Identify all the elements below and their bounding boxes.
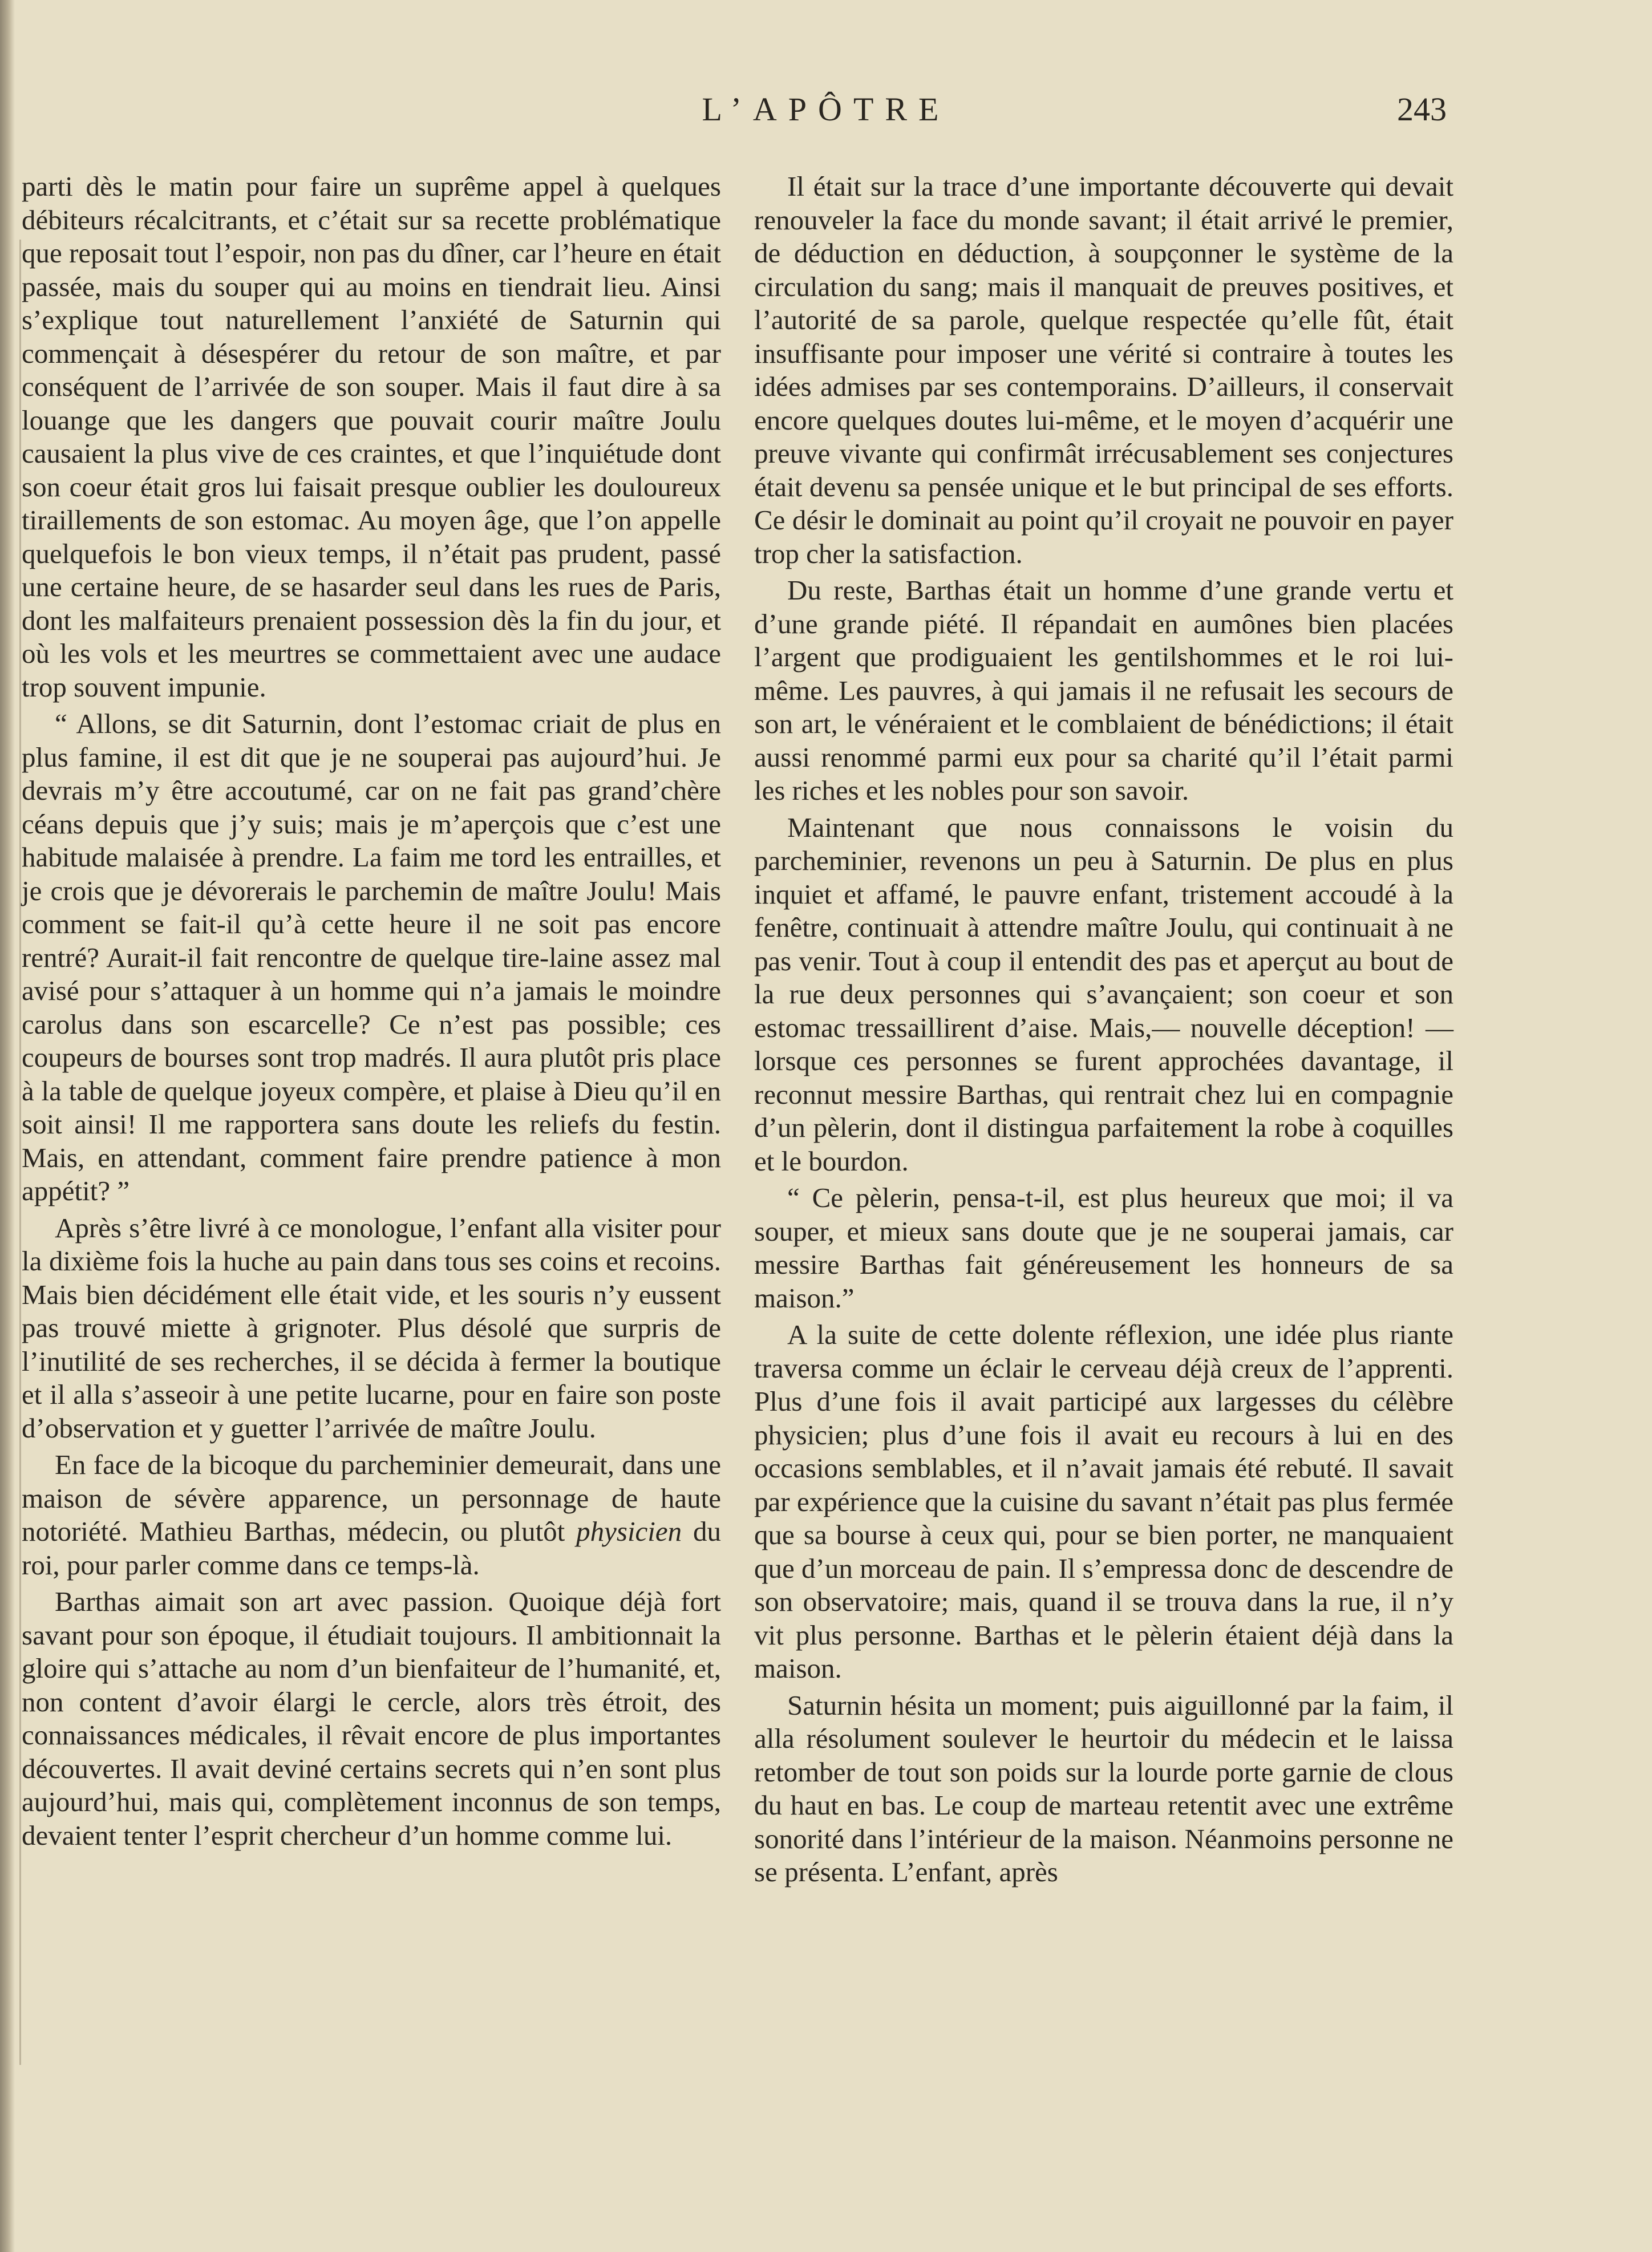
- paragraph: Maintenant que nous connaissons le voisin du parcheminier, revenons un peu à Saturnin. De plus en plus inquiet et affamé, le pauvre enfant, tristement accoudé à la fenêtre, continuait à attendre maître Joulu, qui continuait à ne pas venir. Tout à coup il entendit des pas et aperçut au bout de la rue deux personnes qui s’avançaient; son coeur et son estomac tressaillirent d’aise. Mais,— nouvelle déception! — lorsque ces personnes se furent approchées davantage, il reconnut messire Barthas, qui rentrait chez lui en compagnie d’un pèlerin, dont il distingua parfaitement la robe à coquilles et le bourdon.: [754, 811, 1453, 1177]
- paragraph: Après s’être livré à ce monologue, l’enfant alla visiter pour la dixième fois la huche au pain dans tous ses coins et recoins. Mais bien décidément elle était vide, et les souris n’y eussent pas trouvé miette à grignoter. Plus désolé que surpris de l’inutilité de ses recherches, il se décida à fermer la boutique et il alla s’asseoir à une petite lucarne, pour en faire son poste d’observation et y guetter l’arrivée de maître Joulu.: [22, 1212, 721, 1444]
- paragraph: En face de la bicoque du parcheminier demeurait, dans une maison de sévère apparence, un personnage de haute notoriété. Mathieu Barthas, médecin, ou plutôt physicien du roi, pour parler comme dans ce temps-là.: [22, 1449, 721, 1581]
- running-title: L’APÔTRE: [702, 91, 950, 128]
- paragraph: Saturnin hésita un moment; puis aiguillonné par la faim, il alla résolument soulever le heurtoir du médecin et le laissa retomber de tout son poids sur la lourde porte garnie de clous du haut en bas. Le coup de marteau retentit avec une extrême sonorité dans l’intérieur de la maison. Néanmoins personne ne se présenta. L’enfant, après: [754, 1689, 1453, 1888]
- paragraph: “ Ce pèlerin, pensa-t-il, est plus heureux que moi; il va souper, et mieux sans doute que je ne souperai jamais, car messire Barthas fait généreusement les honneurs de sa maison.”: [754, 1182, 1453, 1314]
- paragraph: “ Allons, se dit Saturnin, dont l’estomac criait de plus en plus famine, il est dit que je ne souperai pas aujourd’hui. Je devrais m’y être accoutumé, car on ne fait pas grand’chère céans depuis que j’y suis; mais je m’aperçois que c’est une habitude malaisée à prendre. La faim me tord les entrailles, et je crois que je dévorerais le parchemin de maître Joulu! Mais comment se fait-il qu’à cette heure il ne soit pas encore rentré? Aurait-il fait rencontre de quelque tire-laine assez mal avisé pour s’attaquer à un homme qui n’a jamais le moindre carolus dans son escarcelle? Ce n’est pas possible; ces coupeurs de bourses sont trop madrés. Il aura plutôt pris place à la table de quelque joyeux compère, et plaise à Dieu qu’il en soit ainsi! Il me rapportera sans doute les reliefs du festin. Mais, en attendant, comment faire prendre patience à mon appétit? ”: [22, 708, 721, 1206]
- paragraph: A la suite de cette dolente réflexion, une idée plus riante traversa comme un éclair le cerveau déjà creux de l’apprenti. Plus d’une fois il avait participé aux largesses du célèbre physicien; plus d’une fois il avait eu recours à lui en des occasions semblables, et il n’avait jamais été rebuté. Il savait par expérience que la cuisine du savant n’était pas plus fermée que sa bourse à ceux qui, pour se bien porter, ne manquaient que d’un morceau de pain. Il s’empressa donc de descendre de son observatoire; mais, quand il se trouva dans la rue, il n’y vit plus personne. Barthas et le pèlerin étaient déjà dans la maison.: [754, 1319, 1453, 1684]
- running-header: [0, 90, 1652, 141]
- emphasized-word: physicien: [576, 1516, 682, 1547]
- paragraph: Il était sur la trace d’une importante découverte qui devait renouveler la face du monde savant; il était arrivé le premier, de déduction en déduction, à soupçonner le système de la circulation du sang; mais il manquait de preuves positives, et l’autorité de sa parole, quelque respectée qu’elle fût, était insuffisante pour imposer une vérité si contraire à toutes les idées admises par ses contemporains. D’ailleurs, il conservait encore quelques doutes lui-même, et le moyen d’acquérir une preuve vivante qui confirmât irrécusablement ses conjectures était devenu sa pensée unique et le but principal de ses efforts. Ce désir le dominait au point qu’il croyait ne pouvoir en payer trop cher la satisfaction.: [754, 171, 1453, 569]
- paragraph: Barthas aimait son art avec passion. Quoique déjà fort savant pour son époque, il étudiait toujours. Il ambitionnait la gloire qui s’attache au nom d’un bienfaiteur de l’humanité, et, non content d’avoir élargi le cercle, alors très étroit, des connaissances médicales, il rêvait encore de plus importantes découvertes. Il avait deviné certains secrets qui n’en sont plus aujourd’hui, mais qui, complètement inconnus de son temps, devaient tenter l’esprit chercheur d’un homme comme lui.: [22, 1586, 721, 1851]
- paragraph: parti dès le matin pour faire un suprême appel à quelques débiteurs récalcitrants, et c’était sur sa recette problématique que reposait tout l’espoir, non pas du dîner, car l’heure en était passée, mais du souper qui au moins en tiendrait lieu. Ainsi s’explique tout naturellement l’anxiété de Saturnin qui commençait à désespérer du retour de son maître, et par conséquent de l’arrivée de son souper. Mais il faut dire à sa louange que les dangers que pouvait courir maître Joulu causaient la plus vive de ces craintes, et que l’inquiétude dont son coeur était gros lui faisait presque oublier les douloureux tiraillements de son estomac. Au moyen âge, que l’on appelle quelquefois le bon vieux temps, il n’était pas prudent, passé une certaine heure, de se hasarder seul dans les rues de Paris, dont les malfaiteurs prenaient possession dès la fin du jour, et où les vols et les meurtres se commettaient avec une audace trop souvent impunie.: [22, 171, 721, 703]
- page-binding-edge: [0, 0, 15, 2252]
- paragraph: Du reste, Barthas était un homme d’une grande vertu et d’une grande piété. Il répandait en aumônes bien placées l’argent que prodiguaient les gentilshommes et le roi lui-même. Les pauvres, à qui jamais il ne refusait les secours de son art, le vénéraient et le comblaient de bénédictions; il était aussi renommé parmi eux pour sa charité qu’il l’était parmi les riches et les nobles pour son savoir.: [754, 574, 1453, 806]
- page-number: 243: [1397, 91, 1447, 128]
- text-column-left: [22, 170, 721, 1856]
- left-margin-rule: [19, 240, 21, 2065]
- text-column-right: [754, 170, 1453, 1893]
